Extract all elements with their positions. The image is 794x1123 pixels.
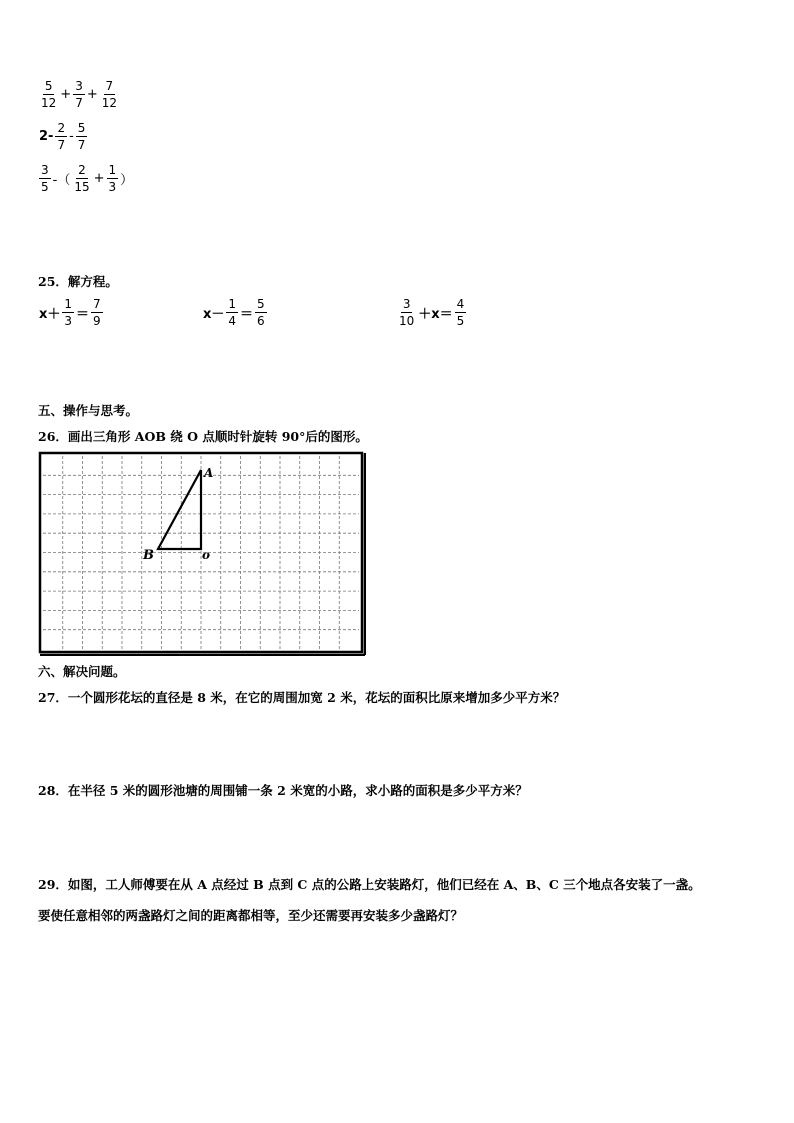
fraction: $\frac{1}{3}$ <box>64 297 73 328</box>
fraction: $\frac{4}{5}$ <box>456 297 465 328</box>
equation-2: x－ $\frac{1}{4}$ ＝ $\frac{5}{6}$ <box>203 297 265 328</box>
label-o: o <box>202 548 211 562</box>
fraction: $\frac{1}{3}$ <box>108 163 117 194</box>
fraction: $\frac{7}{9}$ <box>93 297 101 328</box>
fraction: $\frac{5}{12}$ <box>41 79 57 110</box>
calc-line-1: $\frac{5}{12}$ + $\frac{3}{7}$ + $\frac{7}{12}$ <box>41 79 118 110</box>
fraction: $\frac{7}{12}$ <box>101 79 118 110</box>
calc-line-2: 2- $\frac{2}{7}$ - $\frac{5}{7}$ <box>39 121 86 152</box>
q29-text-line-2: 要使任意相邻的两盏路灯之间的距离都相等，至少还需要再安装多少盏路灯？ <box>38 908 464 923</box>
equation-3: $\frac{3}{10}$ ＋x＝ $\frac{4}{5}$ <box>399 297 465 328</box>
section-5-heading: 五、操作与思考。 <box>38 403 139 418</box>
section-6-heading: 六、解决问题。 <box>38 664 126 679</box>
fraction: $\frac{3}{5}$ <box>41 163 49 194</box>
fraction: $\frac{5}{7}$ <box>77 121 86 152</box>
fraction: $\frac{5}{6}$ <box>257 297 265 328</box>
calc-line-3: $\frac{3}{5}$ -（ $\frac{2}{15}$ + $\frac{1}{3}$ ） <box>41 163 134 194</box>
label-a: A <box>204 466 214 480</box>
q29-text-line-1: 29．如图，工人师傅要在从 A 点经过 B 点到 C 点的公路上安装路灯，他们已经在 A、B、C 三个地点各安装了一盏。 <box>38 877 701 892</box>
fraction: $\frac{2}{15}$ <box>74 163 90 194</box>
q26-title: 26．画出三角形 AOB 绕 O 点顺时针旋转 90°后的图形。 <box>38 429 368 444</box>
q27-text: 27．一个圆形花坛的直径是 8 米，在它的周围加宽 2 米，花坛的面积比原来增加多少平方米？ <box>38 690 566 705</box>
equation-1: x＋ $\frac{1}{3}$ ＝ $\frac{7}{9}$ <box>39 297 101 328</box>
triangle-aob <box>158 470 201 549</box>
fraction: $\frac{2}{7}$ <box>57 121 66 152</box>
fraction: $\frac{3}{10}$ <box>399 297 415 328</box>
label-b: B <box>143 548 154 563</box>
q25-title: 25．解方程。 <box>38 274 118 289</box>
q28-text: 28．在半径 5 米的圆形池塘的周围铺一条 2 米宽的小路，求小路的面积是多少平方米？ <box>38 783 528 798</box>
fraction: $\frac{3}{7}$ <box>75 79 83 110</box>
fraction: $\frac{1}{4}$ <box>228 297 237 328</box>
grid-diagram <box>38 451 366 656</box>
grid-figure <box>38 451 366 656</box>
